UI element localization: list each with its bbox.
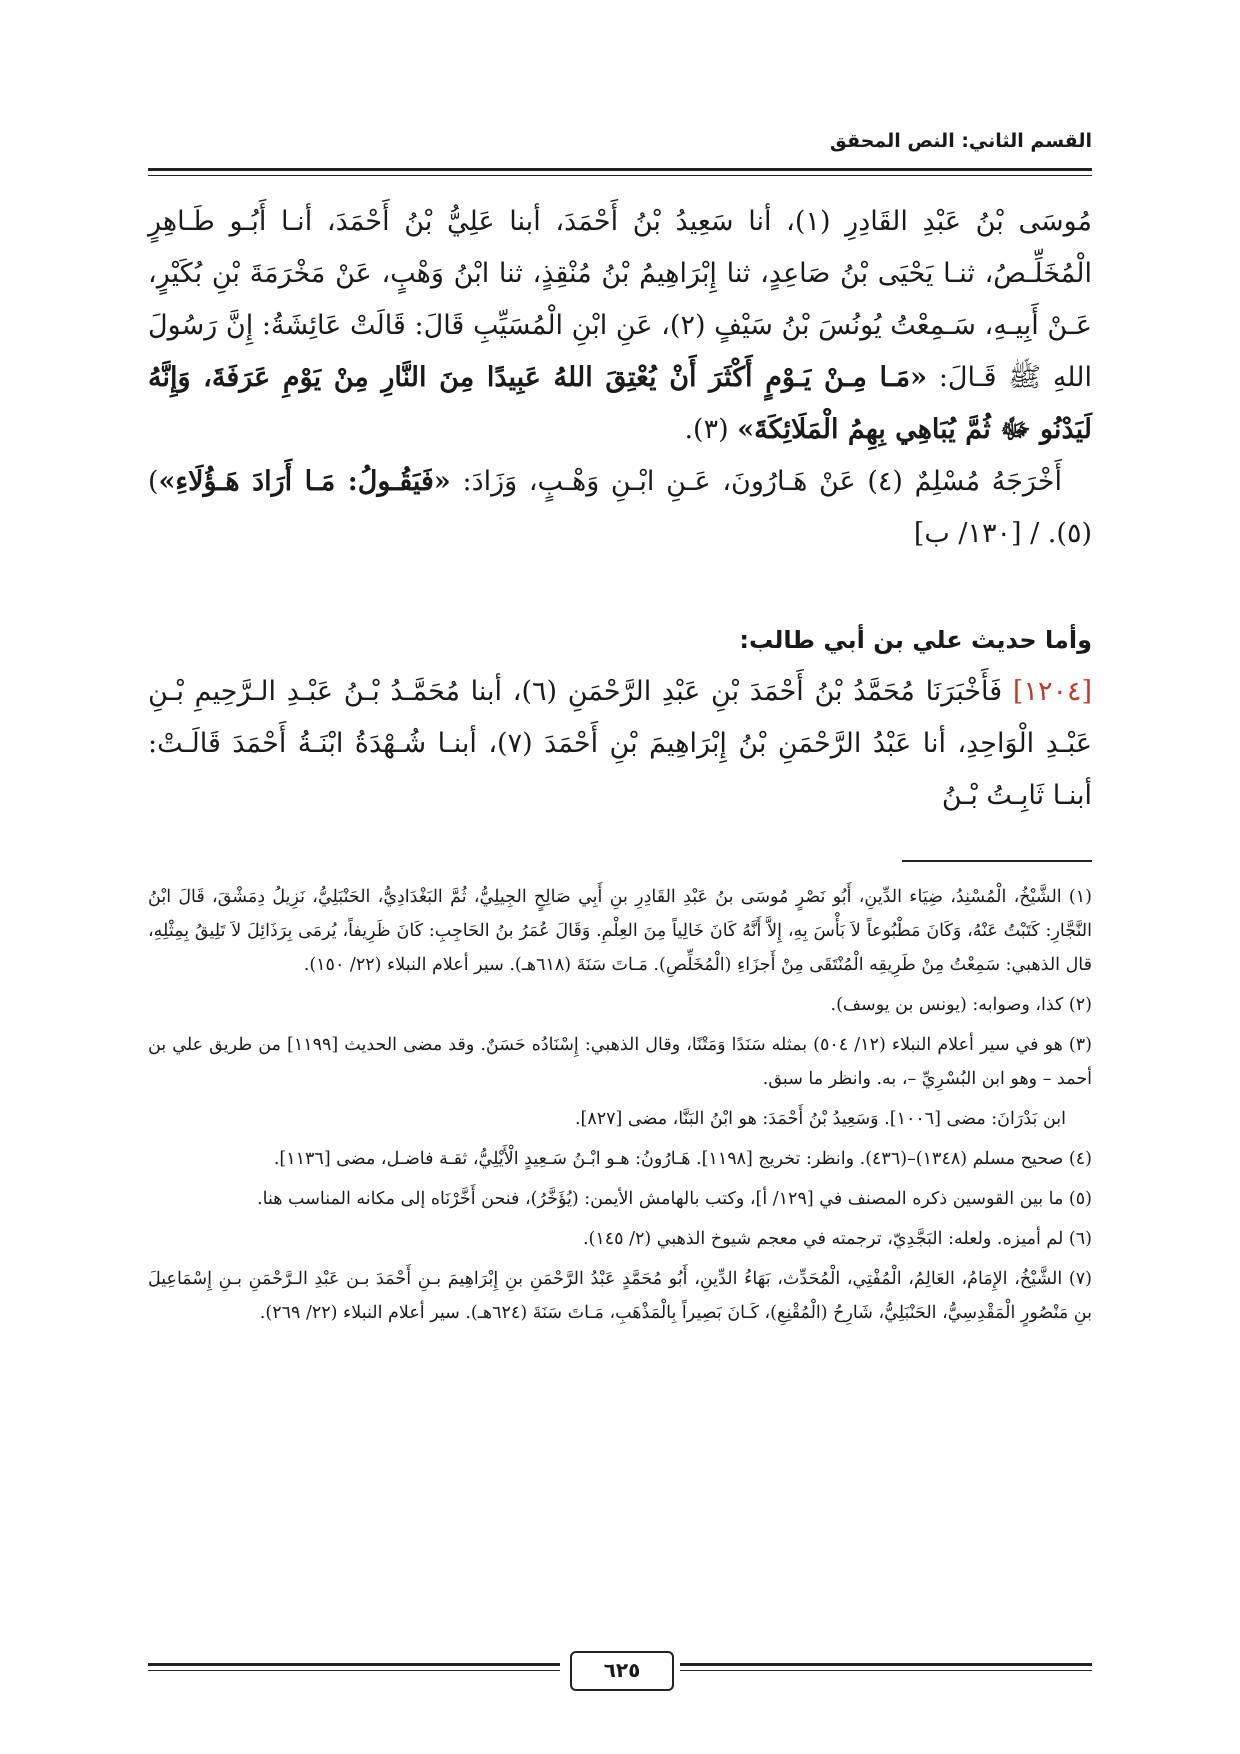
header-rule-thin (148, 175, 1092, 176)
footnote-separator (902, 860, 1092, 862)
footer-rule-left-thin (148, 1670, 560, 1671)
section-heading: وأما حديث علي بن أبي طالب: (739, 626, 1092, 654)
paragraph-takhrij (148, 456, 1092, 560)
footnote-2: (٢) كذا، وصوابه: (يونس بن يوسف). (830, 995, 1092, 1015)
takhrij-end: ) (٥). / [١٣٠/ ب] (148, 466, 1092, 549)
takhrij-text: أَخْرَجَهُ مُسْلِمٌ (٤) عَنْ هَـارُونَ، عَـنِ ابْـنِ وَهْـبٍ، وَزَادَ: (450, 466, 1063, 497)
footnote-3: (٣) هو في سير أعلام النبلاء (١٢/ ٥٠٤) بمثله سَنَدًا وَمَتْنًا، وقال الذهبي: إِسْنَادُه حَسَنٌ. وقد مضى الحديث [١١٩٩] من طريق علي بن أحمد – وهو ابن البُسْرِيِّ –، به. وانظر ما سبق. (148, 1035, 1092, 1089)
isnad-text: مُوسَى بْنُ عَبْدِ القَادِرِ (١)، أنا سَعِيدُ بْنُ أَحْمَدَ، أبنا عَلِيُّ بْنُ أَحْمَدَ، أنـا أَبُـو طَـاهِرٍ الْمُخَلِّـصُ، ثنـا يَحْيَى بْنُ صَاعِدٍ، ثنا إِبْرَاهِيمُ بْنُ مُنْقِذٍ، ثنا ابْنُ وَهْبٍ، عَنْ مَخْرَمَةَ بْنِ بُكَيْرٍ، عَـنْ أَبِيـهِ، سَـمِعْتُ يُونُسَ بْنُ سَيْفٍ (٢)، عَنِ ابْنِ الْمُسَيِّبِ قَالَ: قَالَتْ عَائِشَةُ: إِنَّ رَسُولَ اللهِ ﷺ قَـالَ: (148, 206, 1093, 393)
main-text (148, 196, 1092, 822)
page-number: ٦٢٥ (570, 1651, 674, 1691)
footer-rule-right-thin (680, 1670, 1092, 1671)
takhrij-addition: «فَيَقُـولُ: مَـا أَرَادَ هَـؤُلَاءِ» (158, 466, 451, 497)
running-head: القسم الثاني: النص المحقق (829, 130, 1092, 152)
footnote-5: (٥) ما بين القوسين ذكره المصنف في [١٢٩/ أ]، وكتب بالهامش الأيمن: (يُؤَخَّرُ)، فنحن أَخَّرْنَاه إلى مكانه المناسب هنا. (257, 1189, 1092, 1209)
footnote-4: (٤) صحيح مسلم (١٣٤٨)–(٤٣٦). وانظر: تخريج [١١٩٨]. هَـارُونُ: هـو ابْـنُ سَـعِيدٍ الْأَيْلِيُّ، ثقـة فاضـل، مضى [١١٣٦]. (273, 1149, 1092, 1169)
hadith-number: [١٢٠٤] (1012, 676, 1092, 707)
header-rule (148, 168, 1092, 171)
hadith-text: «مَـا مِـنْ يَـوْمٍ أَكْثَرَ أَنْ يُعْتِقَ اللهُ عَبِيدًا مِنَ النَّارِ مِنْ يَوْمِ عَرَفَةَ، وَإِنَّهُ لَيَدْنُو ﷻ ثُمَّ يُبَاهِي بِهِمُ الْمَلَائِكَةَ» (148, 362, 1092, 445)
isnad-text-2: فَأَخْبَرَنَا مُحَمَّدُ بْنُ أَحْمَدَ بْنِ عَبْدِ الرَّحْمَنِ (٦)، أبنا مُحَمَّـدُ بْـنُ عَبْـدِ الـرَّحِيمِ بْـنِ عَبْـدِ الْوَاحِدِ، أنا عَبْدُ الرَّحْمَنِ بْنُ إِبْرَاهِيمَ بْنِ أَحْمَدَ (٧)، أبنـا شُـهْدَةُ ابْنَـةُ أَحْمَدَ قَالَـتْ: أبنـا ثَابِـتُ بْـنُ (148, 676, 1092, 811)
paragraph-hadith-1204 (148, 666, 1092, 822)
footnote-7: (٧) الشَّيْخُ، الإِمَامُ، العَالِمُ، الْمُفْتِي، الْمُحَدِّث، بَهَاءُ الدِّينِ، أَبُو مُحَمَّدٍ عَبْدُ الرَّحْمَنِ بنِ إِبْرَاهِيمَ بـنِ أَحْمَدَ بـن عَبْدِ الـرَّحْمَنِ بـنِ إِسْمَاعِيلَ بنِ مَنْصُورٍ الْمَقْدِسِيُّ، الحَنْبَلِيُّ، شَارِحُ (الْمُقْنِعِ)، كَـانَ بَصِيراً بِالْمَذْهَبِ، مَـاتَ سَنَةَ (٦٢٤هـ). سير أعلام النبلاء (٢٢/ ٢٦٩). (148, 1269, 1092, 1323)
footer-rule-left (148, 1663, 560, 1666)
footnote-1: (١) الشَّيْخُ، الْمُسْنِدُ، ضِيَاء الدِّينِ، أَبُو نَصْرٍ مُوسَى بنُ عَبْدِ القَادِرِ بنِ أَبِي صَالِحٍ الجِيلِيُّ، ثُمَّ البَغْدَادِيُّ، الحَنْبَلِيُّ، نَزِيلُ دِمَشْقَ، قَالَ ابْنُ النَّجَّارِ: كَتَبْتُ عَنْهُ، وَكَانَ مَطْبُوعاً لاَ بَأْسَ بِهِ، إِلاَّ أَنَّهُ كَانَ خَالِياً مِنَ العِلْمِ. وَقَالَ عُمَرُ بنُ الحَاجِبِ: كَانَ ظَرِيفاً، يُرمَى بِرَذَائِلَ لاَ تَلِيقُ بِمِثْلِهِ، قال الذهبي: سَمِعْتُ مِنْ طَرِيقِه الْمُنْتَقَى مِنْ أَجزَاءِ (الْمُخَلِّصِ). مَـاتَ سَنَةَ (٦١٨هـ). سير أعلام النبلاء (٢٢/ ١٥٠). (148, 887, 1092, 975)
footnotes (148, 880, 1092, 1336)
hadith-note: (٣). (684, 414, 738, 445)
footnote-3-continuation: ابن بَدْرَانَ: مضى [١٠٠٦]. وَسَعِيدُ بْنُ أَحْمَدَ: هو ابْنُ البَنَّا، مضى [٨٢٧]. (574, 1109, 1066, 1129)
paragraph-isnad (148, 196, 1092, 456)
footnote-6: (٦) لم أميزه. ولعله: البَجَّدِيّ، ترجمته في معجم شيوخ الذهبي (٢/ ١٤٥). (582, 1229, 1092, 1249)
footer-rule-right (680, 1663, 1092, 1666)
